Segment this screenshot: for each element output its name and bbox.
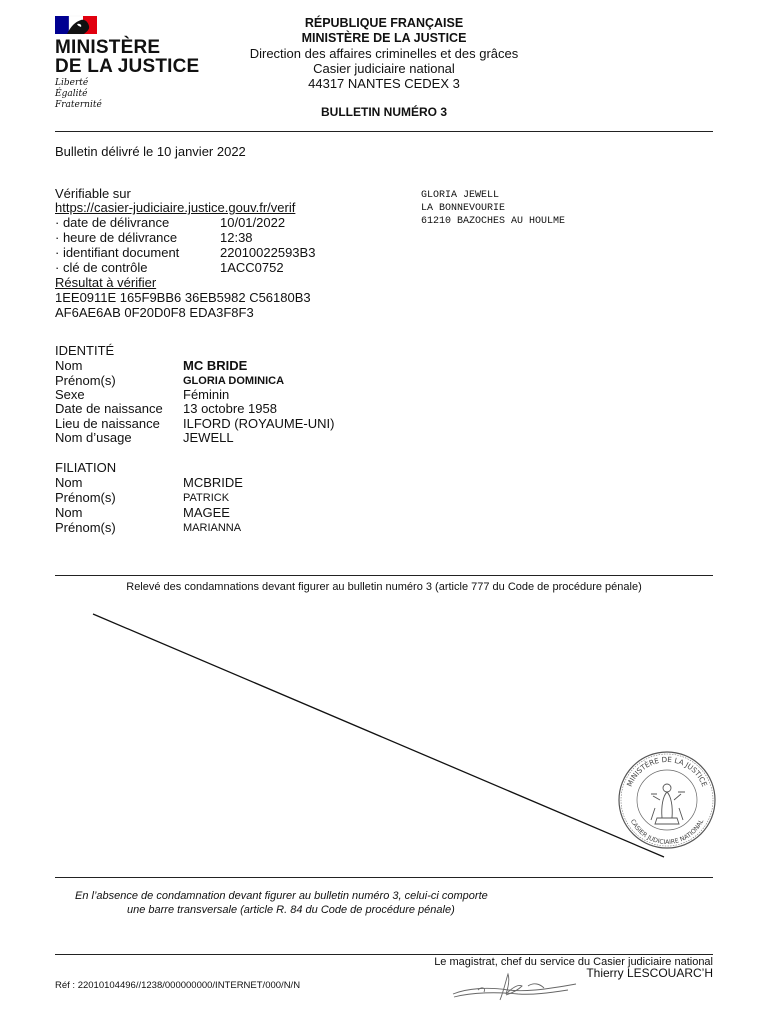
note-line1: En l’absence de condamnation devant figurer au bulletin numéro 3, celui-ci comporte xyxy=(75,890,488,902)
filiation-value: MAGEE xyxy=(183,505,230,520)
identity-value: 13 octobre 1958 xyxy=(183,401,277,416)
filiation-heading: FILIATION xyxy=(55,460,117,475)
reference-number: Réf : 22010104496//1238/000000000/INTERNET/000/N/N xyxy=(55,980,301,991)
header-address: 44317 NANTES CEDEX 3 xyxy=(308,76,460,91)
filiation-label: Prénom(s) xyxy=(55,520,116,535)
verification-label: Vérifiable sur xyxy=(55,186,131,201)
seal-figure xyxy=(651,784,685,824)
filiation-label: Nom xyxy=(55,475,83,490)
motto-liberte: Liberté xyxy=(55,78,89,88)
ministry-seal-icon xyxy=(615,748,719,852)
transversal-bar-line xyxy=(93,614,664,857)
field-label: · heure de délivrance xyxy=(55,230,178,245)
issued-date: Bulletin délivré le 10 janvier 2022 xyxy=(55,144,246,159)
seal-text-bottom: CASIER JUDICIAIRE NATIONAL xyxy=(628,818,706,847)
identity-label: Prénom(s) xyxy=(55,373,116,388)
logo-title-line2: DE LA JUSTICE xyxy=(55,56,200,77)
result-line2: AF6AE6AB 0F20D0F8 EDA3F8F3 xyxy=(55,305,254,320)
header-service: Casier judiciaire national xyxy=(313,61,455,76)
identity-label: Sexe xyxy=(55,387,85,402)
filiation-value: MARIANNA xyxy=(183,522,242,534)
motto-fraternite: Fraternité xyxy=(55,100,102,110)
signatory-name: Thierry LESCOUARC’H xyxy=(586,966,713,980)
identity-label: Lieu de naissance xyxy=(55,416,160,431)
filiation-value: PATRICK xyxy=(183,492,230,504)
svg-text:MINISTÈRE DE LA JUSTICE xyxy=(625,755,710,788)
identity-value: ILFORD (ROYAUME-UNI) xyxy=(183,416,335,431)
identity-value: MC BRIDE xyxy=(183,358,248,373)
identity-label: Date de naissance xyxy=(55,401,163,416)
header-ministry: MINISTÈRE DE LA JUSTICE xyxy=(301,31,467,45)
header-direction: Direction des affaires criminelles et des grâces xyxy=(249,46,519,61)
header-country: RÉPUBLIQUE FRANÇAISE xyxy=(304,16,464,30)
identity-label: Nom d’usage xyxy=(55,430,132,445)
field-value: 12:38 xyxy=(220,230,253,245)
field-value: 22010022593B3 xyxy=(220,245,316,260)
convictions-caption: Relevé des condamnations devant figurer au bulletin numéro 3 (article 777 du Code de procédure pénale) xyxy=(126,581,642,593)
note-line2: une barre transversale (article R. 84 du Code de procédure pénale) xyxy=(127,904,455,916)
bulletin-title: BULLETIN NUMÉRO 3 xyxy=(321,105,447,119)
recipient-name: GLORIA JEWELL xyxy=(421,190,500,201)
result-label: Résultat à vérifier xyxy=(55,275,157,290)
field-label: · date de délivrance xyxy=(55,215,170,230)
field-label: · identifiant document xyxy=(55,245,180,260)
identity-value: JEWELL xyxy=(183,430,234,445)
svg-text:CASIER JUDICIAIRE NATIONAL xyxy=(629,818,706,846)
recipient-city: 61210 BAZOCHES AU HOULME xyxy=(421,216,566,227)
convictions-bottom-divider xyxy=(55,877,713,878)
filiation-label: Nom xyxy=(55,505,83,520)
identity-heading: IDENTITÉ xyxy=(55,343,115,358)
logo-title-line1: MINISTÈRE xyxy=(55,37,161,58)
filiation-label: Prénom(s) xyxy=(55,490,116,505)
filiation-value: MCBRIDE xyxy=(183,475,243,490)
recipient-street: LA BONNEVOURIE xyxy=(421,203,506,214)
handwritten-signature-icon xyxy=(448,970,583,1004)
identity-value: GLORIA DOMINICA xyxy=(183,375,285,387)
signatory-title: Le magistrat, chef du service du Casier judiciaire national xyxy=(434,956,713,968)
verification-url-link[interactable]: https://casier-judiciaire.justice.gouv.fr/verif xyxy=(55,200,296,215)
seal-text-top: MINISTÈRE DE LA JUSTICE xyxy=(624,754,710,788)
identity-value: Féminin xyxy=(183,387,230,402)
field-value: 10/01/2022 xyxy=(220,215,286,230)
field-label: · clé de contrôle xyxy=(55,260,148,275)
identity-label: Nom xyxy=(55,358,83,373)
field-value: 1ACC0752 xyxy=(220,260,284,275)
motto-egalite: Égalité xyxy=(55,89,88,99)
result-line1: 1EE0911E 165F9BB6 36EB5982 C56180B3 xyxy=(55,290,311,305)
